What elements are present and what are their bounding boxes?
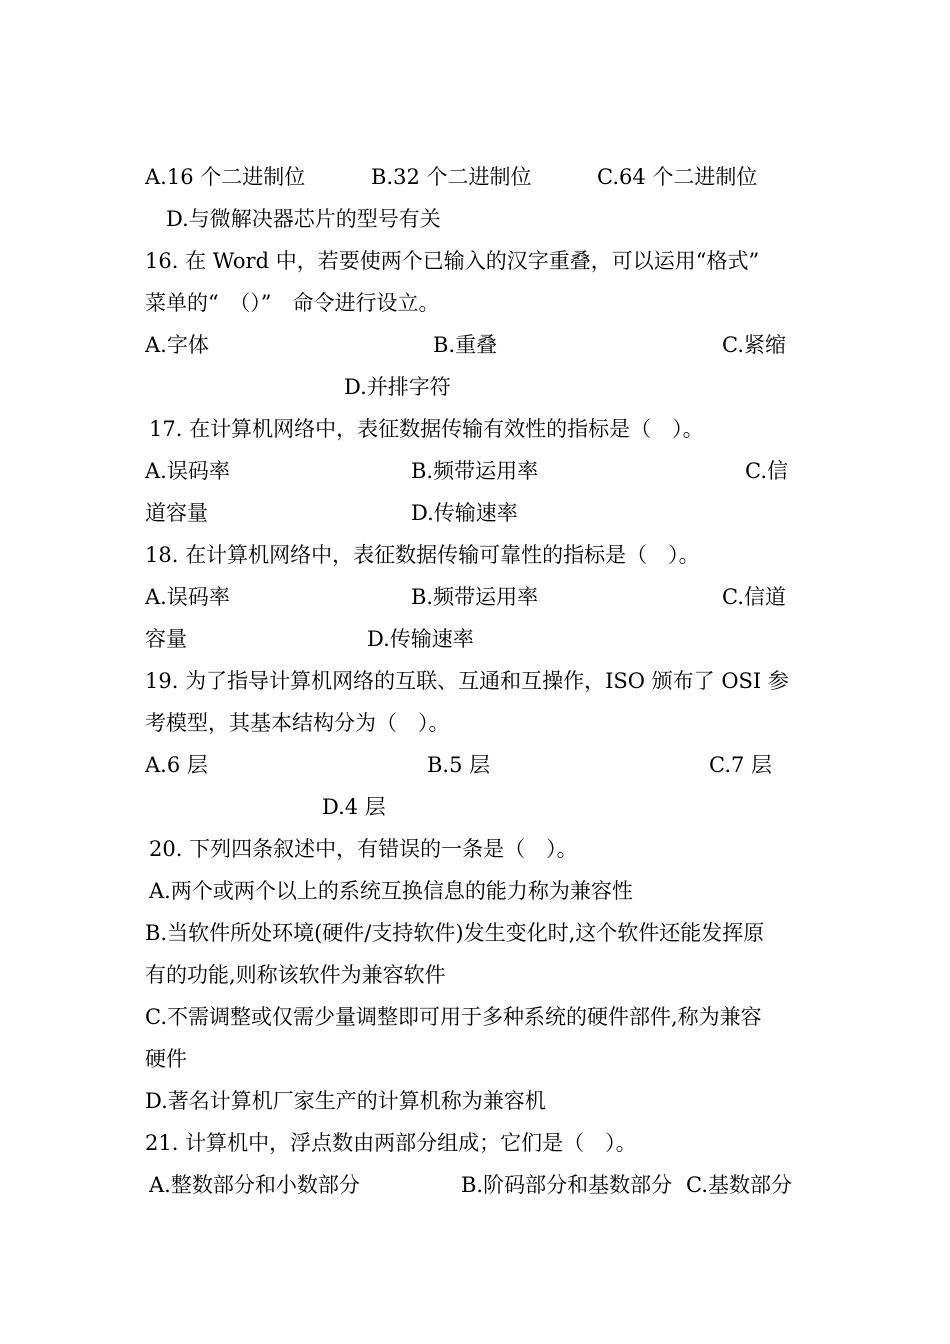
option-d: D.与微解决器芯片的型号有关 — [166, 207, 441, 231]
option-b: B.5 层 — [427, 753, 491, 777]
option-line-q20-d — [145, 1080, 805, 1122]
option-c-continued: 硬件 — [145, 1047, 187, 1071]
question-text: 19. 为了指导计算机网络的互联、互通和互操作，ISO 颁布了 OSI 参 — [145, 669, 789, 693]
option-a: A.误码率 — [145, 585, 230, 609]
option-a: A.误码率 — [145, 459, 230, 483]
option-a: A.16 个二进制位 — [145, 165, 306, 189]
option-b: B.重叠 — [433, 333, 498, 357]
options-line-q17-d — [145, 492, 805, 534]
options-line-q19-d — [145, 786, 805, 828]
options-line-q16-abc — [145, 324, 805, 366]
question-19-line-2 — [145, 702, 805, 744]
option-b: B.频带运用率 — [411, 585, 539, 609]
option-d: D.4 层 — [322, 795, 386, 819]
options-line-q16-d — [145, 366, 805, 408]
question-20 — [145, 828, 805, 870]
option-a: A.整数部分和小数部分 — [149, 1173, 360, 1197]
options-line-q17-abc — [145, 450, 805, 492]
option-b: B.阶码部分和基数部分 — [461, 1173, 673, 1197]
option-d: D.传输速率 — [411, 501, 518, 525]
option-c-continued: 容量 — [145, 627, 187, 651]
question-text: 考模型，其基本结构分为（ ）。 — [145, 711, 450, 735]
question-21 — [145, 1122, 805, 1164]
option-c: C.信 — [745, 459, 788, 483]
option-line-q20-b-1 — [145, 912, 805, 954]
option-c: C.64 个二进制位 — [597, 165, 758, 189]
option-b: B.频带运用率 — [411, 459, 539, 483]
option-a: A.两个或两个以上的系统互换信息的能力称为兼容性 — [149, 879, 633, 903]
option-d: D.并排字符 — [344, 375, 451, 399]
option-b: B.32 个二进制位 — [371, 165, 532, 189]
options-line-q18-abc — [145, 576, 805, 618]
question-18 — [145, 534, 805, 576]
option-d: D.传输速率 — [367, 627, 474, 651]
option-a: A.字体 — [145, 333, 209, 357]
options-line-q15-d — [145, 198, 805, 240]
option-c-continued: 道容量 — [145, 501, 208, 525]
option-line-q20-a — [145, 870, 805, 912]
options-line-q15-abc — [145, 156, 805, 198]
question-19-line-1 — [145, 660, 805, 702]
option-a: A.6 层 — [145, 753, 208, 777]
question-17 — [145, 408, 805, 450]
option-c: C.紧缩 — [722, 333, 786, 357]
option-line-q20-c-2 — [145, 1038, 805, 1080]
question-text: 21. 计算机中，浮点数由两部分组成；它们是（ ）。 — [145, 1131, 637, 1155]
option-line-q20-c-1 — [145, 996, 805, 1038]
options-line-q19-abc — [145, 744, 805, 786]
option-c: C.基数部分 — [686, 1173, 792, 1197]
question-16-line-2 — [145, 282, 805, 324]
question-16-line-1 — [145, 240, 805, 282]
option-c: C.7 层 — [709, 753, 773, 777]
question-text: 16. 在 Word 中，若要使两个已输入的汉字重叠，可以运用“格式” — [145, 249, 760, 273]
option-c: C.信道 — [722, 585, 786, 609]
option-d: D.著名计算机厂家生产的计算机称为兼容机 — [145, 1089, 546, 1113]
option-b-continued: 有的功能,则称该软件为兼容软件 — [145, 963, 446, 987]
option-c: C.不需调整或仅需少量调整即可用于多种系统的硬件部件,称为兼容 — [145, 1005, 762, 1029]
question-text: 18. 在计算机网络中，表征数据传输可靠性的指标是（ ）。 — [145, 543, 700, 567]
options-line-q18-d — [145, 618, 805, 660]
option-b: B.当软件所处环境(硬件/支持软件)发生变化时,这个软件还能发挥原 — [145, 921, 765, 945]
question-text: 17. 在计算机网络中，表征数据传输有效性的指标是（ ）。 — [149, 417, 704, 441]
question-text: 菜单的“ （）” 命令进行设立。 — [145, 291, 440, 315]
options-line-q21-abc — [145, 1164, 805, 1206]
question-text: 20. 下列四条叙述中，有错误的一条是（ ）。 — [149, 837, 578, 861]
option-line-q20-b-2 — [145, 954, 805, 996]
